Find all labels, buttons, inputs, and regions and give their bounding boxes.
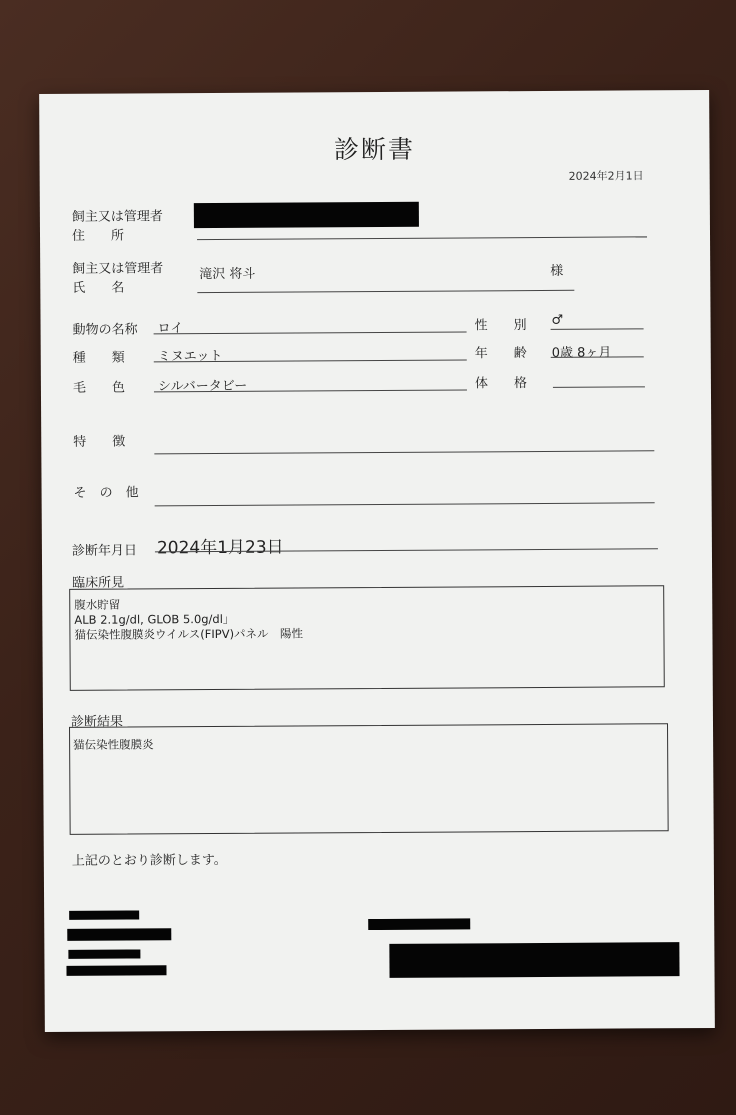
animal-name: ロイ <box>157 321 184 337</box>
diagnosis-result-label: 診断結果 <box>70 714 124 730</box>
issue-date: 2024年2月1日 <box>568 169 644 183</box>
diagnosis-result-box <box>69 723 669 835</box>
owner-name-label-2: 氏 名 <box>72 280 125 296</box>
breed-value: ミヌエット <box>157 348 223 365</box>
coat-value: シルバータビー <box>157 378 248 395</box>
redacted-vet-title <box>368 918 470 930</box>
features-line <box>154 450 654 454</box>
redacted-clinic-3 <box>68 949 140 958</box>
build-line <box>553 386 645 388</box>
age-label: 年 齢 <box>474 346 527 362</box>
certificate-paper <box>39 90 715 1032</box>
owner-address-label-2: 住 所 <box>71 228 125 244</box>
sex-label: 性 別 <box>474 318 527 334</box>
owner-name: 滝沢 将斗 <box>199 266 256 283</box>
diagnosis-date-label: 診断年月日 <box>71 543 137 559</box>
clinical-line-1: 腹水貯留 <box>74 597 121 612</box>
redacted-clinic-4 <box>66 965 166 976</box>
owner-address-label-1: 飼主又は管理者 <box>71 209 163 225</box>
coat-label: 毛 色 <box>72 380 126 396</box>
address-line <box>197 236 647 240</box>
redacted-clinic-1 <box>69 910 139 919</box>
animal-name-line <box>154 331 467 334</box>
sex-line <box>551 328 644 330</box>
document-title: 診断書 <box>333 134 416 165</box>
redacted-address <box>194 202 419 228</box>
clinical-line-3: 猫伝染性腹膜炎ウイルス(FIPV)パネル 陽性 <box>74 626 304 642</box>
other-line <box>155 502 655 506</box>
diagnosis-date-value: 2024年1月23日 <box>156 537 284 559</box>
age-value: 0歳 8ヶ月 <box>551 345 612 361</box>
honorific: 様 <box>550 263 564 279</box>
redacted-vet-signature <box>389 942 679 978</box>
clinical-findings-box <box>69 585 665 691</box>
redacted-clinic-2 <box>67 928 171 941</box>
clinical-line-2: ALB 2.1g/dl, GLOB 5.0g/dl」 <box>74 611 235 627</box>
animal-name-label: 動物の名称 <box>72 322 138 338</box>
diagnosis-result-text: 猫伝染性腹膜炎 <box>73 737 154 752</box>
other-label: そ の 他 <box>73 485 139 501</box>
features-label: 特 徴 <box>73 434 126 450</box>
sex-value: ♂ <box>551 312 564 328</box>
owner-name-label-1: 飼主又は管理者 <box>72 261 164 277</box>
build-label: 体 格 <box>474 376 527 392</box>
owner-name-line <box>197 290 574 293</box>
breed-label: 種 類 <box>72 350 125 366</box>
clinical-findings-label: 臨床所見 <box>72 575 125 591</box>
closing-statement: 上記のとおり診断します。 <box>71 852 227 869</box>
